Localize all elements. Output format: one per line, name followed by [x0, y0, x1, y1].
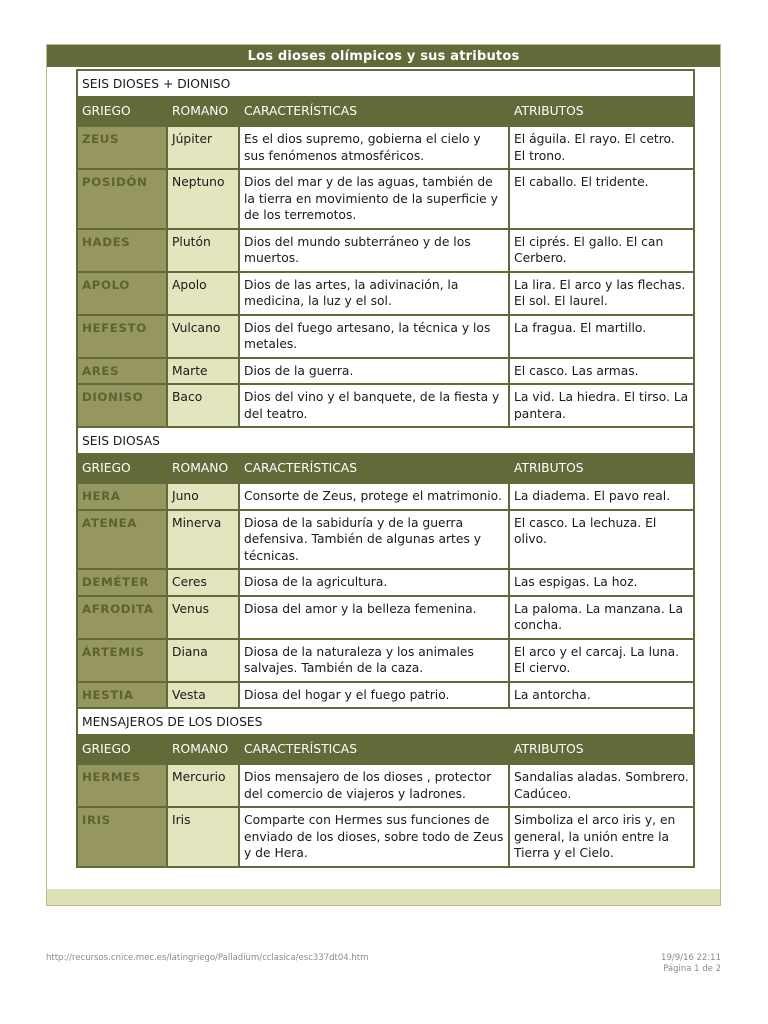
attributes: El casco. La lechuza. El olivo.	[509, 510, 694, 570]
roman-name: Ceres	[167, 569, 239, 596]
attributes: La fragua. El martillo.	[509, 315, 694, 358]
attributes: El arco y el carcaj. La luna. El ciervo.	[509, 639, 694, 682]
characteristics: Diosa del hogar y el fuego patrio.	[239, 682, 509, 709]
roman-name: Plutón	[167, 229, 239, 272]
section-title-row	[77, 708, 694, 735]
roman-name: Venus	[167, 596, 239, 639]
roman-name: Neptuno	[167, 169, 239, 229]
footer-url: http://recursos.cnice.mec.es/latingriego/Palladium/cclasica/esc337dt04.htm	[46, 953, 369, 963]
characteristics: Dios mensajero de los dioses , protector del comercio de viajeros y ladrones.	[239, 764, 509, 807]
greek-name: HESTIA	[77, 682, 167, 709]
table-row	[77, 764, 694, 807]
section-title: SEIS DIOSES + DIONISO	[77, 70, 694, 97]
table-row	[77, 639, 694, 682]
attributes: El águila. El rayo. El cetro. El trono.	[509, 126, 694, 169]
gods-table	[76, 69, 695, 868]
characteristics: Dios del mar y de las aguas, también de la tierra en movimiento de la superficie y de los terremotos.	[239, 169, 509, 229]
table-row	[77, 807, 694, 867]
table-row	[77, 483, 694, 510]
header-atributos: ATRIBUTOS	[509, 97, 694, 126]
characteristics: Dios del mundo subterráneo y de los muertos.	[239, 229, 509, 272]
roman-name: Marte	[167, 358, 239, 385]
header-griego: GRIEGO	[77, 454, 167, 483]
column-header-row	[77, 735, 694, 764]
section-title: SEIS DIOSAS	[77, 427, 694, 454]
attributes: La diadema. El pavo real.	[509, 483, 694, 510]
greek-name: HERA	[77, 483, 167, 510]
roman-name: Baco	[167, 384, 239, 427]
greek-name: HADES	[77, 229, 167, 272]
greek-name: APOLO	[77, 272, 167, 315]
table-row	[77, 315, 694, 358]
attributes: La vid. La hiedra. El tirso. La pantera.	[509, 384, 694, 427]
roman-name: Minerva	[167, 510, 239, 570]
characteristics: Dios de la guerra.	[239, 358, 509, 385]
table-row	[77, 384, 694, 427]
header-caracteristicas: CARACTERÍSTICAS	[239, 97, 509, 126]
table-row	[77, 569, 694, 596]
characteristics: Consorte de Zeus, protege el matrimonio.	[239, 483, 509, 510]
roman-name: Apolo	[167, 272, 239, 315]
greek-name: POSIDÓN	[77, 169, 167, 229]
table-row	[77, 682, 694, 709]
header-romano: ROMANO	[167, 735, 239, 764]
attributes: Simboliza el arco iris y, en general, la unión entre la Tierra y el Cielo.	[509, 807, 694, 867]
table-row	[77, 229, 694, 272]
greek-name: ATENEA	[77, 510, 167, 570]
roman-name: Vulcano	[167, 315, 239, 358]
attributes: La paloma. La manzana. La concha.	[509, 596, 694, 639]
roman-name: Vesta	[167, 682, 239, 709]
column-header-row	[77, 97, 694, 126]
document-frame	[46, 44, 721, 906]
characteristics: Dios del vino y el banquete, de la fiesta y del teatro.	[239, 384, 509, 427]
footer-datetime: 19/9/16 22:11	[661, 953, 721, 963]
header-atributos: ATRIBUTOS	[509, 735, 694, 764]
characteristics: Dios del fuego artesano, la técnica y los metales.	[239, 315, 509, 358]
roman-name: Juno	[167, 483, 239, 510]
roman-name: Júpiter	[167, 126, 239, 169]
header-romano: ROMANO	[167, 97, 239, 126]
roman-name: Mercurio	[167, 764, 239, 807]
footer-right	[661, 953, 721, 975]
attributes: La antorcha.	[509, 682, 694, 709]
column-header-row	[77, 454, 694, 483]
table-row	[77, 596, 694, 639]
section-title-row	[77, 427, 694, 454]
characteristics: Diosa del amor y la belleza femenina.	[239, 596, 509, 639]
header-caracteristicas: CARACTERÍSTICAS	[239, 454, 509, 483]
page-title: Los dioses olímpicos y sus atributos	[47, 45, 720, 67]
greek-name: DEMÉTER	[77, 569, 167, 596]
header-caracteristicas: CARACTERÍSTICAS	[239, 735, 509, 764]
table-row	[77, 272, 694, 315]
greek-name: AFRODITA	[77, 596, 167, 639]
section-title-row	[77, 70, 694, 97]
table-row	[77, 358, 694, 385]
attributes: La lira. El arco y las flechas. El sol. El laurel.	[509, 272, 694, 315]
characteristics: Comparte con Hermes sus funciones de enviado de los dioses, sobre todo de Zeus y de Hera.	[239, 807, 509, 867]
attributes: Sandalias aladas. Sombrero. Cadúceo.	[509, 764, 694, 807]
greek-name: DIONISO	[77, 384, 167, 427]
bottom-band	[47, 889, 720, 905]
attributes: Las espigas. La hoz.	[509, 569, 694, 596]
table-row	[77, 169, 694, 229]
attributes: El casco. Las armas.	[509, 358, 694, 385]
section-title: MENSAJEROS DE LOS DIOSES	[77, 708, 694, 735]
header-romano: ROMANO	[167, 454, 239, 483]
greek-name: HERMES	[77, 764, 167, 807]
characteristics: Diosa de la sabiduría y de la guerra defensiva. También de algunas artes y técnicas.	[239, 510, 509, 570]
characteristics: Diosa de la agricultura.	[239, 569, 509, 596]
characteristics: Es el dios supremo, gobierna el cielo y sus fenómenos atmosféricos.	[239, 126, 509, 169]
roman-name: Diana	[167, 639, 239, 682]
header-atributos: ATRIBUTOS	[509, 454, 694, 483]
footer-page-number: Página 1 de 2	[663, 964, 721, 974]
greek-name: HEFESTO	[77, 315, 167, 358]
greek-name: ZEUS	[77, 126, 167, 169]
header-griego: GRIEGO	[77, 97, 167, 126]
attributes: El caballo. El tridente.	[509, 169, 694, 229]
table-row	[77, 126, 694, 169]
roman-name: Iris	[167, 807, 239, 867]
greek-name: IRIS	[77, 807, 167, 867]
greek-name: ÁRTEMIS	[77, 639, 167, 682]
characteristics: Dios de las artes, la adivinación, la medicina, la luz y el sol.	[239, 272, 509, 315]
greek-name: ARES	[77, 358, 167, 385]
attributes: El ciprés. El gallo. El can Cerbero.	[509, 229, 694, 272]
characteristics: Diosa de la naturaleza y los animales salvajes. También de la caza.	[239, 639, 509, 682]
table-row	[77, 510, 694, 570]
header-griego: GRIEGO	[77, 735, 167, 764]
